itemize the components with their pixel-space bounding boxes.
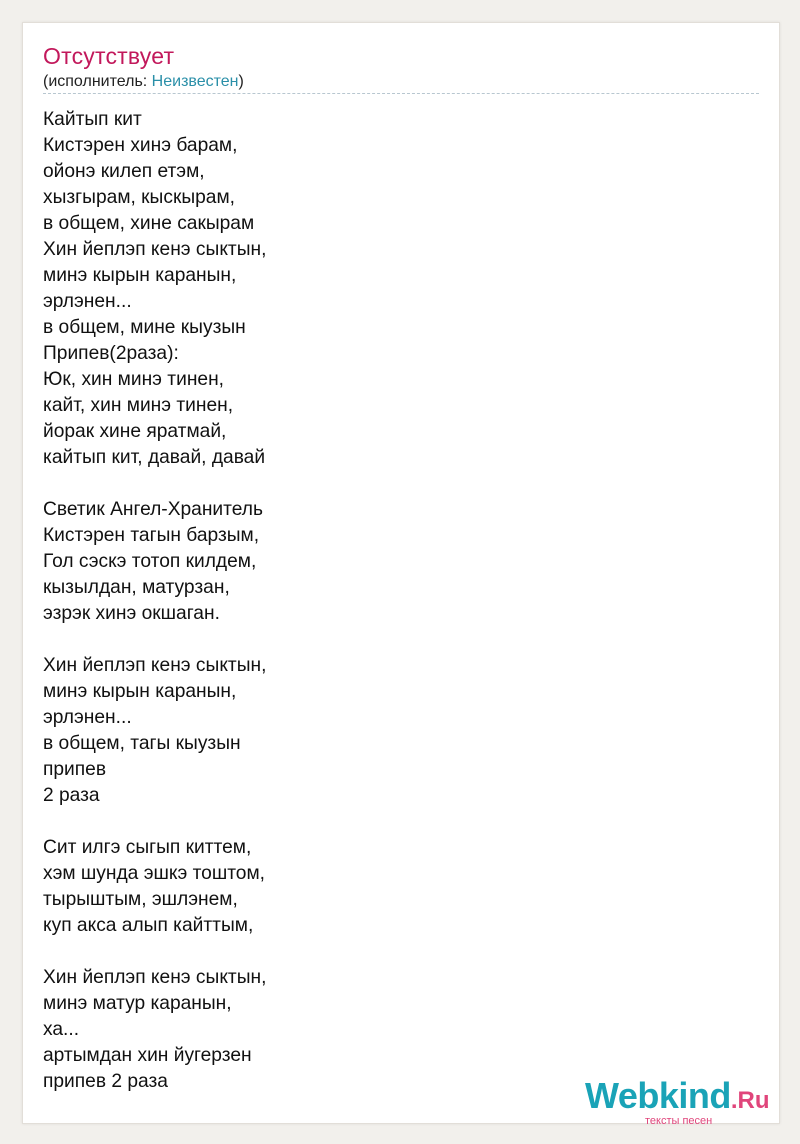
lyric-line: Юк, хин минэ тинен, — [43, 369, 225, 390]
lyric-line: кайт, хин минэ тинен, — [43, 395, 234, 416]
lyric-line: кайтып кит, давай, давай — [43, 447, 266, 468]
lyric-line: йорак хине яратмай, — [43, 421, 227, 442]
artist-line — [43, 73, 244, 91]
lyric-line: минэ кырын каранын, — [43, 265, 237, 286]
lyric-line: эзрэк хинэ окшаган. — [43, 603, 220, 624]
lyrics-body — [43, 107, 743, 1095]
lyric-line: Сит илгэ сыгып киттем, — [43, 837, 252, 858]
artist-suffix: ) — [238, 73, 244, 90]
lyric-line: Хин йеплэп кенэ сыктын, — [43, 239, 267, 260]
stanza-gap — [43, 471, 743, 497]
header-divider — [43, 93, 759, 94]
lyric-line: ойонэ килеп етэм, — [43, 161, 205, 182]
lyric-line: Хин йеплэп кенэ сыктын, — [43, 967, 267, 988]
artist-link[interactable]: Неизвестен — [151, 73, 239, 90]
lyric-line: Хин йеплэп кенэ сыктын, — [43, 655, 267, 676]
lyric-line: Светик Ангел-Хранитель — [43, 499, 263, 520]
stanza-gap — [43, 809, 743, 835]
lyric-line: Кистэрен хинэ барам, — [43, 135, 238, 156]
lyric-line: артымдан хин йугерзен — [43, 1045, 252, 1066]
lyric-line: хэм шунда эшкэ тоштом, — [43, 863, 266, 884]
lyric-line: эрлэнен... — [43, 707, 132, 728]
lyric-line: минэ кырын каранын, — [43, 681, 237, 702]
lyrics-sheet — [22, 22, 780, 1127]
lyric-line: эрлэнен... — [43, 291, 132, 312]
webkind-logo[interactable] — [585, 1075, 770, 1127]
lyric-line: в общем, тагы кыузын — [43, 733, 241, 754]
lyric-line: в общем, хине сакырам — [43, 213, 255, 234]
stanza-gap — [43, 939, 743, 965]
lyric-line: припев — [43, 759, 107, 780]
lyric-line: Кистэрен тагын барзым, — [43, 525, 260, 546]
lyric-line: припев 2 раза — [43, 1071, 168, 1092]
lyric-line: кызылдан, матурзан, — [43, 577, 230, 598]
song-title: Отсутствует — [43, 43, 175, 69]
lyric-line: Кайтып кит — [43, 109, 142, 130]
stanza-gap — [43, 627, 743, 653]
logo-main-text: Webkind — [585, 1075, 731, 1116]
lyric-line: Гол сэскэ тотоп килдем, — [43, 551, 257, 572]
lyric-line: в общем, мине кыузын — [43, 317, 246, 338]
logo-tld-text: .Ru — [730, 1087, 770, 1114]
logo-subtitle: тексты песен — [645, 1115, 713, 1127]
lyric-line: тырыштым, эшлэнем, — [43, 889, 238, 910]
artist-prefix: (исполнитель: — [43, 73, 152, 90]
lyric-line: куп акса алып кайттым, — [43, 915, 254, 936]
lyric-line: 2 раза — [43, 785, 100, 806]
lyric-line: минэ матур каранын, — [43, 993, 232, 1014]
lyric-line: ха... — [43, 1019, 80, 1040]
lyric-line: хызгырам, кыскырам, — [43, 187, 235, 208]
lyric-line: Припев(2раза): — [43, 343, 179, 364]
